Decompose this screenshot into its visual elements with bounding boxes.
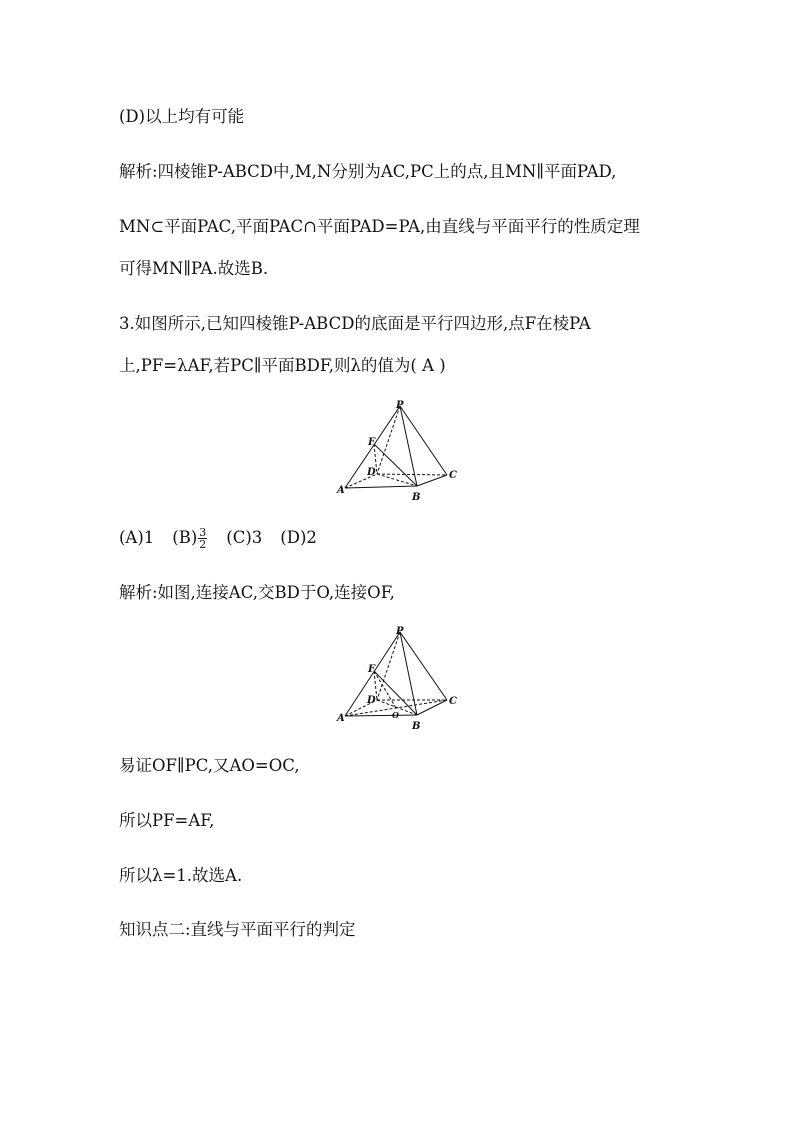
- label-d: D: [367, 695, 376, 706]
- question-3-text-1: 3.如图所示,已知四棱锥P-ABCD的底面是平行四边形,点F在棱PA: [119, 314, 591, 333]
- label-d: D: [367, 467, 376, 478]
- options-row: [119, 527, 317, 550]
- option-c: (C)3: [226, 528, 263, 547]
- option-d-previous: (D)以上均有可能: [119, 107, 245, 126]
- label-c: C: [449, 696, 457, 707]
- question-3-text-2: 上,PF=λAF,若PC∥平面BDF,则λ的值为( A ): [119, 356, 446, 375]
- solution-text-3: 可得MN∥PA.故选B.: [119, 259, 269, 278]
- label-f: F: [368, 437, 376, 448]
- label-f: F: [368, 664, 376, 675]
- pyramid-figure-2: [330, 624, 470, 736]
- option-b-prefix: (B): [172, 528, 198, 547]
- label-p: P: [396, 400, 404, 411]
- option-b-fraction: $\frac{3}{2}$: [199, 526, 207, 551]
- solution-text-6: 所以PF=AF,: [119, 811, 215, 830]
- solution-text-7: 所以λ=1.故选A.: [119, 866, 243, 885]
- option-d: (D)2: [280, 528, 317, 547]
- solution-text-1: 解析:四棱锥P-ABCD中,M,N分别为AC,PC上的点,且MN∥平面PAD,: [119, 162, 617, 181]
- solution-text-5: 易证OF∥PC,又AO=OC,: [119, 756, 300, 775]
- label-p: P: [396, 626, 404, 637]
- option-a: (A)1: [119, 528, 155, 547]
- label-c: C: [449, 470, 457, 481]
- pyramid-figure-1: [330, 396, 470, 508]
- label-b: B: [412, 492, 421, 503]
- label-a: A: [337, 713, 345, 724]
- solution-text-4: 解析:如图,连接AC,交BD于O,连接OF,: [119, 583, 395, 602]
- solution-text-2: MN⊂平面PAC,平面PAC∩平面PAD=PA,由直线与平面平行的性质定理: [119, 217, 640, 236]
- label-a: A: [337, 485, 345, 496]
- label-o: O: [392, 710, 399, 720]
- label-b: B: [412, 721, 421, 732]
- section-heading: 知识点二:直线与平面平行的判定: [119, 920, 356, 939]
